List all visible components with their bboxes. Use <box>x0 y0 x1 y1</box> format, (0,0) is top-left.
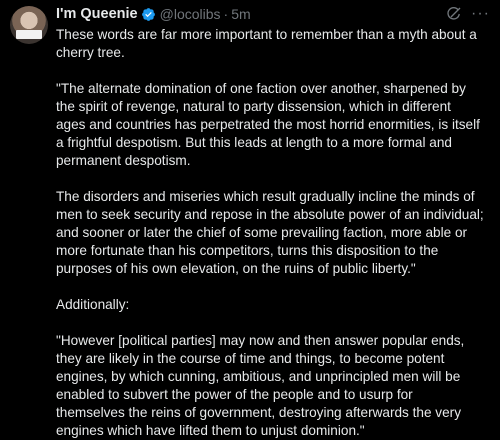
tweet-paragraph: These words are far more important to remember than a myth about a cherry tree. <box>56 27 477 60</box>
tweet-paragraph: The disorders and miseries which result gradually incline the minds of men to seek security and repose in the absolute power of an individual; and sooner or later the chief of some prevailing faction, more able or more fortunate than his competitors, turns this disposition to the purposes of his own elevation, on the ruins of public liberty." <box>56 189 484 276</box>
tweet-paragraph: "However [political parties] may now and then answer popular ends, they are likely in the course of time and things, to become potent engines, by which cunning, ambitious, and unprincipled men will be enabled to subvert the power of the people and to usurp for themselves the reins of government, destroying afterwards the very engines which have lifted them to unjust dominion." <box>56 333 465 438</box>
tweet-text <box>56 26 490 440</box>
tweet-content <box>54 4 490 438</box>
tweet-paragraph: Additionally: <box>56 297 130 312</box>
tweet-paragraph: "The alternate domination of one faction over another, sharpened by the spirit of revenge, natural to party dissension, which in different ages and countries has perpetrated the most horrid enormities, is itself a frightful despotism. But this leads at length to a more formal and permanent despotism. <box>56 81 480 168</box>
more-options-icon[interactable]: ··· <box>471 5 490 22</box>
separator-dot: · <box>223 6 229 22</box>
display-name[interactable]: I'm Queenie <box>56 6 138 22</box>
verified-badge-icon <box>141 7 156 22</box>
grok-icon[interactable] <box>445 5 463 23</box>
avatar[interactable] <box>10 6 48 44</box>
avatar-sign <box>16 30 42 39</box>
tweet-header <box>56 4 490 24</box>
avatar-column <box>10 4 54 420</box>
timestamp[interactable]: 5m <box>231 6 251 22</box>
handle[interactable]: @locolibs <box>159 6 221 22</box>
header-actions <box>445 4 490 24</box>
